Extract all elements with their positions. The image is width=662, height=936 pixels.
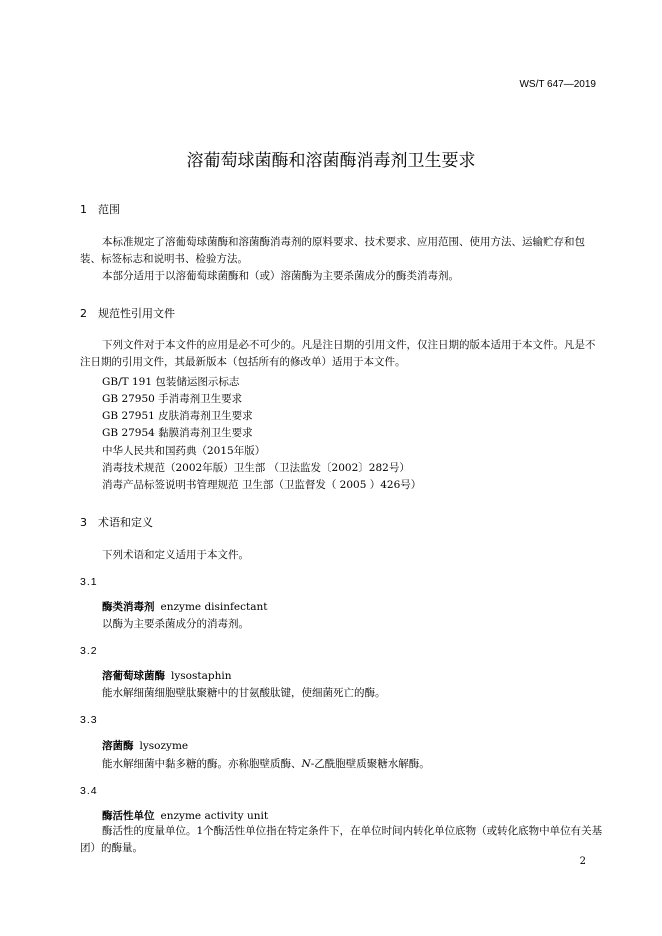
- standard-code: WS/T 647—2019: [519, 79, 596, 90]
- section-title: 规范性引用文件: [98, 307, 175, 320]
- term-english: enzyme disinfectant: [160, 601, 268, 613]
- section-number: 1: [80, 203, 87, 216]
- terms-intro: 下列术语和定义适用于本文件。: [102, 549, 249, 561]
- term-number: 3.2: [80, 645, 98, 657]
- definition-text: 酶活性的度量单位。1个酶活性单位指在特定条件下，在单位时间内转化单位底物（或转化底物中单位有关基团）的酶量。: [80, 825, 603, 854]
- definition-text: -乙酰胞壁质聚糖水解酶。: [310, 758, 430, 770]
- term-definition: 以酶为主要杀菌成分的消毒剂。: [102, 618, 249, 630]
- section-title: 范围: [98, 203, 120, 216]
- section-number: 2: [80, 307, 87, 320]
- term-entry: [102, 599, 267, 614]
- reference-item: GB 27950 手消毒剂卫生要求: [102, 393, 243, 405]
- references-intro: [80, 337, 604, 371]
- term-definition: [80, 823, 604, 857]
- term-english: lysostaphin: [171, 670, 232, 682]
- scope-paragraph-2: 本部分适用于以溶葡萄球菌酶和（或）溶菌酶为主要杀菌成分的酶类消毒剂。: [102, 270, 459, 282]
- term-english: lysozyme: [139, 740, 189, 752]
- term-name: 溶菌酶: [102, 740, 134, 752]
- reference-item: GB/T 191 包装储运图示标志: [102, 376, 240, 388]
- paragraph-text: 下列文件对于本文件的应用是必不可少的。凡是注日期的引用文件，仅注日期的版本适用于本文件。凡是不注日期的引用文件，其最新版本（包括所有的修改单）适用于本文件。: [80, 339, 596, 368]
- term-entry: [102, 668, 231, 683]
- term-entry: [102, 738, 188, 753]
- term-number: 3.1: [80, 576, 98, 588]
- reference-item: 中华人民共和国药典（2015年版）: [102, 445, 266, 457]
- reference-item: 消毒产品标签说明书管理规范 卫生部（卫监督发（ 2005 ）426号）: [102, 479, 422, 491]
- section-title: 术语和定义: [98, 516, 153, 529]
- term-number: 3.3: [80, 714, 98, 726]
- reference-item: GB 27954 黏膜消毒剂卫生要求: [102, 427, 253, 439]
- definition-italic: N: [301, 758, 311, 770]
- term-number: 3.4: [80, 785, 98, 797]
- section-2-heading: [80, 305, 175, 321]
- term-name: 酶活性单位: [102, 810, 155, 822]
- term-entry: [102, 808, 268, 823]
- section-number: 3: [80, 516, 87, 529]
- section-1-heading: [80, 201, 120, 217]
- paragraph-text: 本标准规定了溶葡萄球菌酶和溶菌酶消毒剂的原料要求、技术要求、应用范围、使用方法、运输贮存和包装、标签标志和说明书、检验方法。: [80, 236, 585, 265]
- definition-text: 能水解细菌中黏多糖的酶。亦称胞壁质酶、: [102, 758, 302, 770]
- page-number: 2: [579, 856, 586, 867]
- reference-item: GB 27951 皮肤消毒剂卫生要求: [102, 410, 253, 422]
- term-name: 溶葡萄球菌酶: [102, 670, 165, 682]
- reference-item: 消毒技术规范（2002年版）卫生部 （卫法监发〔2002〕282号）: [102, 462, 410, 474]
- document-title: 溶葡萄球菌酶和溶菌酶消毒剂卫生要求: [186, 151, 476, 171]
- scope-paragraph-1: [80, 234, 604, 268]
- term-definition: [102, 756, 430, 771]
- section-3-heading: [80, 514, 153, 530]
- term-definition: 能水解细菌细胞壁肽聚糖中的甘氨酸肽键，使细菌死亡的酶。: [102, 687, 386, 699]
- term-name: 酶类消毒剂: [102, 601, 155, 613]
- term-english: enzyme activity unit: [160, 810, 269, 822]
